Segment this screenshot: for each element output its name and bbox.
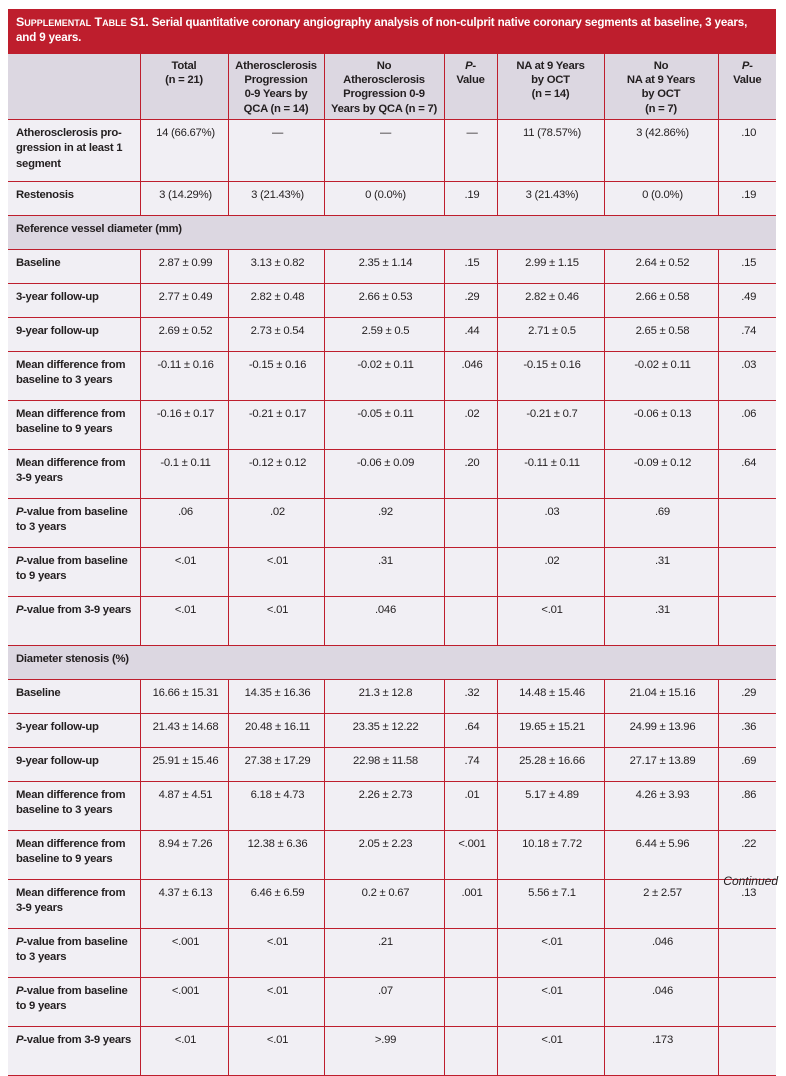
table-cell: 3 (42.86%) <box>604 119 718 181</box>
header-line: QCA (n = 14) <box>243 102 309 115</box>
row-label: Atherosclerosis pro- gression in at least 1 segment <box>8 119 140 181</box>
table-cell: 5.17 ± 4.89 <box>497 781 604 830</box>
table-cell: 4.87 ± 4.51 <box>140 781 228 830</box>
table-cell: <.01 <box>228 596 324 645</box>
table-row <box>8 747 776 781</box>
table-cell: 0 (0.0%) <box>324 181 444 215</box>
table-row <box>8 781 776 830</box>
header-p-value-oct <box>718 54 776 119</box>
table-cell: .64 <box>444 713 497 747</box>
p-italic: P <box>16 1033 24 1046</box>
table-cell: 2.69 ± 0.52 <box>140 317 228 351</box>
table-cell: .15 <box>718 249 776 283</box>
table-cell: 10.18 ± 7.72 <box>497 830 604 879</box>
table-cell <box>718 596 776 645</box>
header-line: (n = 7) <box>645 102 677 115</box>
row-label: P-value from baseline to 3 years <box>8 498 140 547</box>
header-line: Progression <box>244 74 308 87</box>
table-cell: -0.06 ± 0.09 <box>324 449 444 498</box>
table-cell: <.001 <box>140 928 228 977</box>
table-cell: — <box>444 119 497 181</box>
table-cell: .01 <box>444 781 497 830</box>
header-line: Total <box>171 60 197 72</box>
table-cell <box>718 1026 776 1075</box>
table-cell: 6.46 ± 6.59 <box>228 879 324 928</box>
table-cell: 21.43 ± 14.68 <box>140 713 228 747</box>
header-no-progression-qca <box>324 54 444 119</box>
table-cell: .19 <box>444 181 497 215</box>
row-label: Mean difference from baseline to 9 years <box>8 830 140 879</box>
table-cell: 4.26 ± 3.93 <box>604 781 718 830</box>
table-caption <box>8 9 776 54</box>
table-cell: 14.35 ± 16.36 <box>228 679 324 713</box>
p-italic: P <box>16 554 24 567</box>
table-cell: 2.99 ± 1.15 <box>497 249 604 283</box>
table-row <box>8 596 776 645</box>
table-cell: -0.12 ± 0.12 <box>228 449 324 498</box>
table-cell: 14 (66.67%) <box>140 119 228 181</box>
header-line: (n = 21) <box>165 74 203 87</box>
table-row <box>8 830 776 879</box>
table-cell: .046 <box>604 977 718 1026</box>
table-cell: 3 (14.29%) <box>140 181 228 215</box>
header-line: Value <box>456 74 485 87</box>
table-cell: -0.16 ± 0.17 <box>140 400 228 449</box>
section-label: Diameter stenosis (%) <box>8 645 776 679</box>
supplemental-table-s1 <box>8 9 776 1076</box>
table-cell: -0.15 ± 0.16 <box>497 351 604 400</box>
table-cell: .29 <box>718 679 776 713</box>
row-label: Restenosis <box>8 181 140 215</box>
table-cell: -0.1 ± 0.11 <box>140 449 228 498</box>
row-label: Mean difference from baseline to 9 years <box>8 400 140 449</box>
table-cell: .03 <box>718 351 776 400</box>
p-italic: P <box>16 603 24 616</box>
table-cell: 2.65 ± 0.58 <box>604 317 718 351</box>
table-cell: .173 <box>604 1026 718 1075</box>
table-cell: >.99 <box>324 1026 444 1075</box>
table-cell: 27.17 ± 13.89 <box>604 747 718 781</box>
table-cell: .31 <box>604 547 718 596</box>
table-cell: .31 <box>324 547 444 596</box>
table-cell: .02 <box>444 400 497 449</box>
table-cell: -0.11 ± 0.16 <box>140 351 228 400</box>
table-row <box>8 977 776 1026</box>
table-cell <box>718 547 776 596</box>
table-cell: — <box>324 119 444 181</box>
table-cell: 21.3 ± 12.8 <box>324 679 444 713</box>
table-cell: 23.35 ± 12.22 <box>324 713 444 747</box>
table-cell: 27.38 ± 17.29 <box>228 747 324 781</box>
table-cell: 6.18 ± 4.73 <box>228 781 324 830</box>
table-cell: -0.21 ± 0.7 <box>497 400 604 449</box>
row-label: Mean difference from 3-9 years <box>8 449 140 498</box>
table-cell: 16.66 ± 15.31 <box>140 679 228 713</box>
table-row <box>8 449 776 498</box>
header-line: (n = 14) <box>531 88 570 101</box>
table-cell: 2.71 ± 0.5 <box>497 317 604 351</box>
table-cell: 2.73 ± 0.54 <box>228 317 324 351</box>
p-italic: P <box>16 505 24 518</box>
table-cell: 22.98 ± 11.58 <box>324 747 444 781</box>
table-cell: .15 <box>444 249 497 283</box>
table-cell: .22 <box>718 830 776 879</box>
table-cell: 2.87 ± 0.99 <box>140 249 228 283</box>
table-cell: 2.64 ± 0.52 <box>604 249 718 283</box>
table-cell: <.01 <box>497 1026 604 1075</box>
table-cell: — <box>228 119 324 181</box>
table-cell: <.01 <box>228 547 324 596</box>
table-cell: .07 <box>324 977 444 1026</box>
header-line: NA at 9 Years <box>516 60 585 72</box>
table-cell: <.01 <box>140 1026 228 1075</box>
header-line: P- <box>741 60 753 72</box>
table-cell: <.01 <box>497 928 604 977</box>
table-row <box>8 679 776 713</box>
table-cell <box>718 977 776 1026</box>
table-cell: 2.82 ± 0.46 <box>497 283 604 317</box>
table-cell: 2.26 ± 2.73 <box>324 781 444 830</box>
table-header <box>8 54 776 119</box>
table-cell: .20 <box>444 449 497 498</box>
table-cell: 2.66 ± 0.53 <box>324 283 444 317</box>
header-line: NA at 9 Years <box>626 74 696 87</box>
table-cell: .32 <box>444 679 497 713</box>
table-cell: 11 (78.57%) <box>497 119 604 181</box>
table-cell: 4.37 ± 6.13 <box>140 879 228 928</box>
table-cell <box>718 928 776 977</box>
table-row <box>8 547 776 596</box>
table-cell: .02 <box>497 547 604 596</box>
table-row <box>8 713 776 747</box>
table-cell <box>444 547 497 596</box>
header-line: Atherosclerosis <box>343 74 425 87</box>
table-cell <box>718 498 776 547</box>
row-label: P-value from 3-9 years <box>8 1026 140 1075</box>
header-no-na-oct <box>604 54 718 119</box>
table-cell: .06 <box>140 498 228 547</box>
header-line: Years by QCA (n = 7) <box>330 102 438 115</box>
table-cell: 2.05 ± 2.23 <box>324 830 444 879</box>
table-cell: 2.82 ± 0.48 <box>228 283 324 317</box>
table-cell: 2.66 ± 0.58 <box>604 283 718 317</box>
table-cell: 21.04 ± 15.16 <box>604 679 718 713</box>
table-cell: .13 <box>718 879 776 928</box>
table-row <box>8 181 776 215</box>
table-cell: 14.48 ± 15.46 <box>497 679 604 713</box>
table-cell: -0.02 ± 0.11 <box>604 351 718 400</box>
section-row <box>8 645 776 679</box>
p-italic: P <box>16 935 24 948</box>
table-row <box>8 351 776 400</box>
table-cell: 3.13 ± 0.82 <box>228 249 324 283</box>
continued-label: Continued <box>723 874 778 888</box>
table-cell: 2.35 ± 1.14 <box>324 249 444 283</box>
table-cell: .36 <box>718 713 776 747</box>
row-label: Mean difference from baseline to 3 years <box>8 781 140 830</box>
table-cell: .86 <box>718 781 776 830</box>
table-cell: .03 <box>497 498 604 547</box>
table-cell: .69 <box>718 747 776 781</box>
header-total <box>140 54 228 119</box>
table-cell <box>444 977 497 1026</box>
table-cell: .19 <box>718 181 776 215</box>
header-line: P- <box>465 60 476 72</box>
table-cell: 6.44 ± 5.96 <box>604 830 718 879</box>
table-cell: .29 <box>444 283 497 317</box>
row-label: Baseline <box>8 679 140 713</box>
table-cell: .49 <box>718 283 776 317</box>
table-cell: 0 (0.0%) <box>604 181 718 215</box>
header-line: 0-9 Years by <box>244 88 308 101</box>
row-label: P-value from 3-9 years <box>8 596 140 645</box>
table-row <box>8 119 776 181</box>
row-label: Mean difference from 3-9 years <box>8 879 140 928</box>
header-row <box>8 54 776 119</box>
table-cell: 25.91 ± 15.46 <box>140 747 228 781</box>
table-cell: .69 <box>604 498 718 547</box>
header-line: by OCT <box>641 88 681 101</box>
table-row <box>8 400 776 449</box>
section-row <box>8 215 776 249</box>
table-cell <box>444 498 497 547</box>
table-cell: -0.05 ± 0.11 <box>324 400 444 449</box>
row-label: 9-year follow-up <box>8 317 140 351</box>
header-row-label <box>8 54 140 119</box>
row-label: P-value from baseline to 9 years <box>8 977 140 1026</box>
table-cell: 8.94 ± 7.26 <box>140 830 228 879</box>
header-progression-qca <box>228 54 324 119</box>
table-cell: <.01 <box>228 1026 324 1075</box>
row-label: P-value from baseline to 9 years <box>8 547 140 596</box>
table-cell: 5.56 ± 7.1 <box>497 879 604 928</box>
table-row <box>8 249 776 283</box>
table-label: Supplemental Table S1. <box>16 15 149 29</box>
table-cell: .74 <box>444 747 497 781</box>
table-cell: -0.11 ± 0.11 <box>497 449 604 498</box>
table-cell: <.001 <box>444 830 497 879</box>
table-cell: -0.21 ± 0.17 <box>228 400 324 449</box>
table-cell: .92 <box>324 498 444 547</box>
table-cell: .046 <box>604 928 718 977</box>
table-cell: .02 <box>228 498 324 547</box>
header-line: Atherosclerosis <box>235 60 317 72</box>
table-cell: 24.99 ± 13.96 <box>604 713 718 747</box>
table-cell: <.01 <box>140 547 228 596</box>
table-cell: <.001 <box>140 977 228 1026</box>
table-cell: .06 <box>718 400 776 449</box>
table-cell: .21 <box>324 928 444 977</box>
header-line: Progression 0-9 <box>343 88 425 101</box>
row-label: 9-year follow-up <box>8 747 140 781</box>
table-cell: <.01 <box>228 977 324 1026</box>
table-cell: <.01 <box>497 596 604 645</box>
table-row <box>8 317 776 351</box>
p-italic: P <box>16 984 24 997</box>
table-cell: .10 <box>718 119 776 181</box>
table-caption-text: Serial quantitative coronary angiography analysis of non-culprit native coronary segments at baseline, 3 years, and 9 years. <box>16 16 748 44</box>
table-cell: -0.02 ± 0.11 <box>324 351 444 400</box>
table-cell: .44 <box>444 317 497 351</box>
table-cell: -0.15 ± 0.16 <box>228 351 324 400</box>
header-line: by OCT <box>531 74 570 87</box>
table-row <box>8 879 776 928</box>
table-cell: 19.65 ± 15.21 <box>497 713 604 747</box>
table-cell: 25.28 ± 16.66 <box>497 747 604 781</box>
p-italic: P <box>741 60 750 72</box>
row-label: Baseline <box>8 249 140 283</box>
header-line: Value <box>733 74 762 87</box>
table-cell: .001 <box>444 879 497 928</box>
row-label: 3-year follow-up <box>8 283 140 317</box>
table-cell: .046 <box>324 596 444 645</box>
table-body <box>8 119 776 1075</box>
table-row <box>8 283 776 317</box>
row-label: Mean difference from baseline to 3 years <box>8 351 140 400</box>
table-cell: .74 <box>718 317 776 351</box>
table-cell: 12.38 ± 6.36 <box>228 830 324 879</box>
header-line: No <box>376 60 392 72</box>
table-cell: 2.77 ± 0.49 <box>140 283 228 317</box>
table-row <box>8 1026 776 1075</box>
table-cell: .31 <box>604 596 718 645</box>
section-label: Reference vessel diameter (mm) <box>8 215 776 249</box>
table-cell: -0.09 ± 0.12 <box>604 449 718 498</box>
table-cell: <.01 <box>497 977 604 1026</box>
table-cell: -0.06 ± 0.13 <box>604 400 718 449</box>
table-cell: 3 (21.43%) <box>228 181 324 215</box>
header-na-oct <box>497 54 604 119</box>
table-cell <box>444 1026 497 1075</box>
p-italic: P <box>465 60 473 72</box>
table-cell: 2 ± 2.57 <box>604 879 718 928</box>
header-p-value-qca <box>444 54 497 119</box>
row-label: P-value from baseline to 3 years <box>8 928 140 977</box>
table-cell: <.01 <box>228 928 324 977</box>
table-cell: .64 <box>718 449 776 498</box>
row-label: 3-year follow-up <box>8 713 140 747</box>
table-cell: 3 (21.43%) <box>497 181 604 215</box>
table-row <box>8 928 776 977</box>
table-cell: 2.59 ± 0.5 <box>324 317 444 351</box>
table-cell: 0.2 ± 0.67 <box>324 879 444 928</box>
table-cell <box>444 928 497 977</box>
header-line: No <box>653 60 669 72</box>
table-cell: .046 <box>444 351 497 400</box>
data-table <box>8 54 776 1076</box>
table-row <box>8 498 776 547</box>
table-cell: 20.48 ± 16.11 <box>228 713 324 747</box>
table-cell <box>444 596 497 645</box>
table-cell: <.01 <box>140 596 228 645</box>
